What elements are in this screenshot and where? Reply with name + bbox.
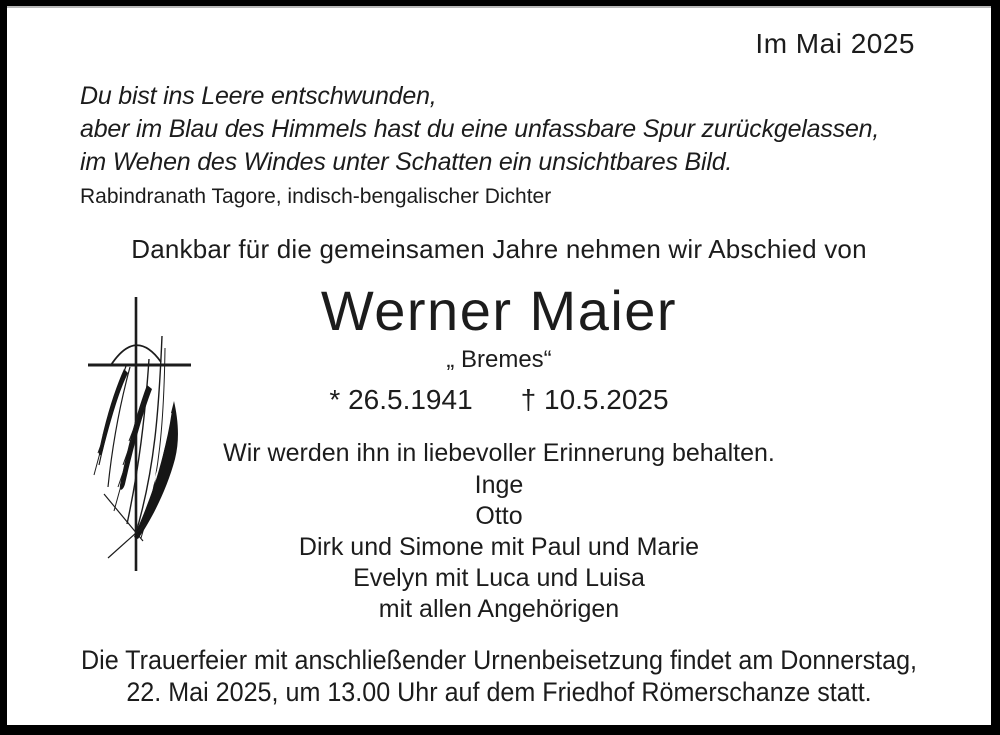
mourner-line: Otto	[475, 502, 523, 530]
deceased-name: Werner Maier	[320, 279, 678, 342]
mourner-line: Inge	[474, 471, 524, 499]
funeral-announcement	[41, 644, 956, 708]
funeral-line: 22. Mai 2025, um 13.00 Uhr auf dem Friedhof Römerschanze statt.	[126, 677, 872, 707]
poem-line: Du bist ins Leere entschwunden,	[80, 82, 437, 110]
poem-attribution: Rabindranath Tagore, indisch-bengalischer Dichter	[80, 185, 552, 208]
poem-line: aber im Blau des Himmels hast du eine unfassbare Spur zurückgelassen,	[80, 115, 880, 143]
poem-line: im Wehen des Windes unter Schatten ein unsichtbares Bild.	[80, 148, 733, 176]
cross-with-wheat-icon	[67, 288, 209, 580]
mourner-line: mit allen Angehörigen	[378, 595, 620, 623]
farewell-intro: Dankbar für die gemeinsamen Jahre nehmen wir Abschied von	[131, 234, 867, 264]
death-date: † 10.5.2025	[520, 384, 669, 415]
poem	[80, 80, 879, 179]
remembrance-line: Wir werden ihn in liebevoller Erinnerung behalten.	[223, 439, 775, 467]
deceased-nickname: „ Bremes“	[446, 346, 552, 373]
birth-date: * 26.5.1941	[329, 384, 473, 415]
mourner-line: Evelyn mit Luca und Luisa	[353, 564, 645, 592]
mourner-line: Dirk und Simone mit Paul und Marie	[298, 533, 700, 561]
funeral-line: Die Trauerfeier mit anschließender Urnenbeisetzung findet am Donnerstag,	[80, 645, 918, 675]
publication-date: Im Mai 2025	[755, 28, 915, 59]
